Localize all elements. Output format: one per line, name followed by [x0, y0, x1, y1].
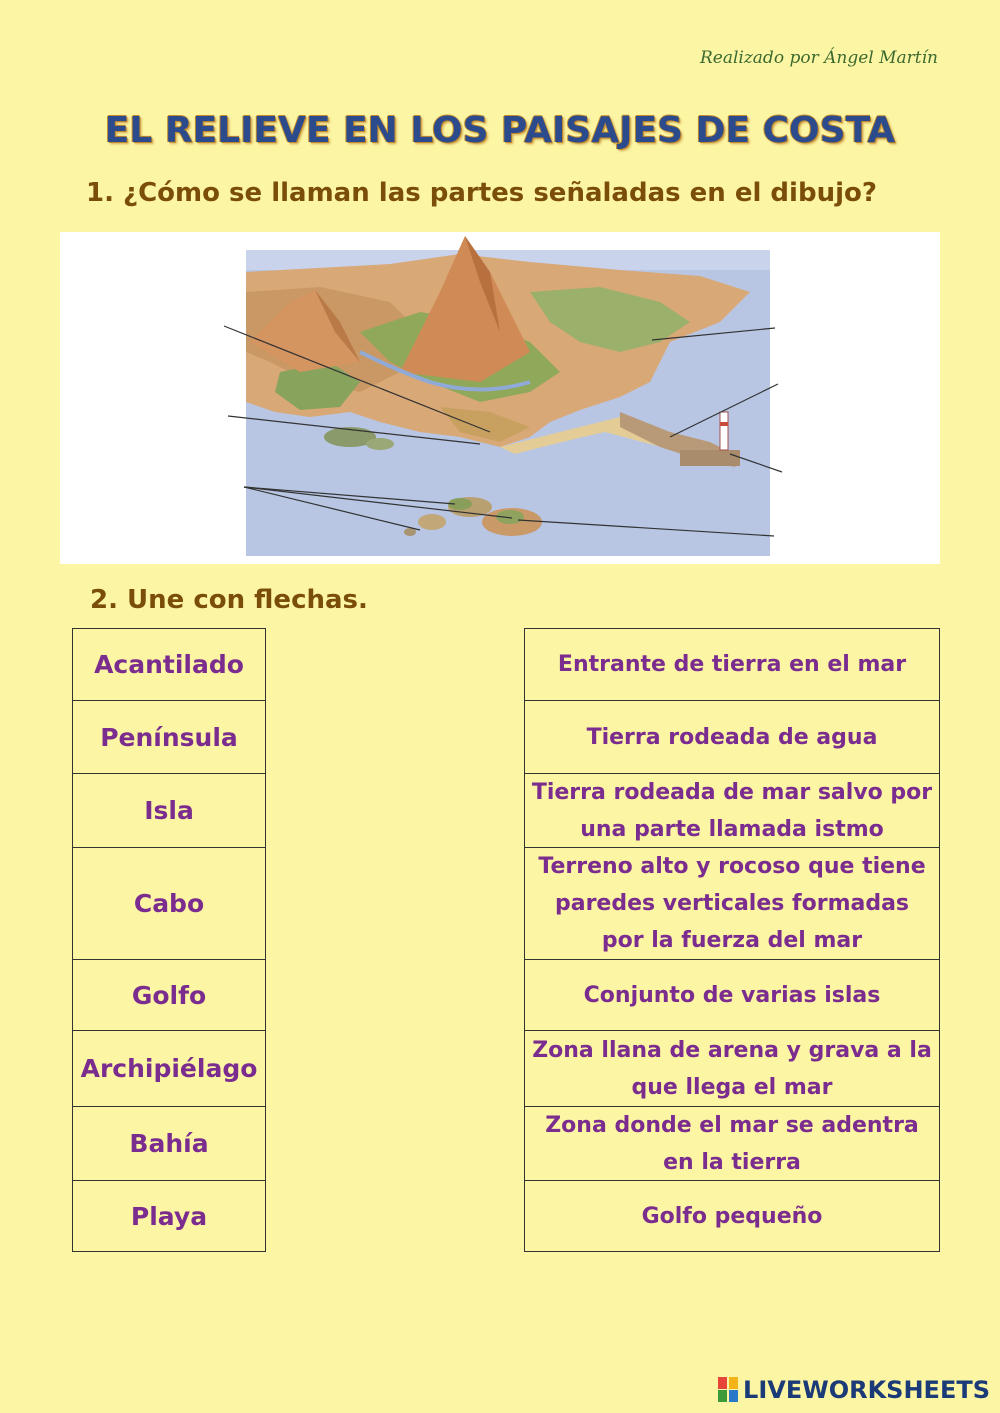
question-1: 1. ¿Cómo se llaman las partes señaladas en el dibujo? — [86, 178, 877, 208]
question-2: 2. Une con flechas. — [90, 585, 368, 615]
coast-illustration — [60, 232, 940, 564]
term-cell[interactable]: Isla — [73, 774, 265, 848]
term-cell[interactable]: Golfo — [73, 960, 265, 1031]
definition-cell[interactable]: Terreno alto y rocoso que tiene paredes verticales formadas por la fuerza del mar — [525, 848, 939, 960]
term-cell[interactable]: Cabo — [73, 848, 265, 960]
definition-cell[interactable]: Tierra rodeada de mar salvo por una parte llamada istmo — [525, 774, 939, 848]
terms-column — [72, 628, 266, 1252]
term-cell[interactable]: Acantilado — [73, 629, 265, 701]
definition-cell[interactable]: Tierra rodeada de agua — [525, 701, 939, 774]
liveworksheets-icon — [718, 1377, 740, 1403]
definitions-column — [524, 628, 940, 1252]
term-cell[interactable]: Bahía — [73, 1107, 265, 1181]
author-credit: Realizado por Ángel Martín — [699, 48, 938, 68]
definition-cell[interactable]: Zona llana de arena y grava a la que llega el mar — [525, 1031, 939, 1107]
term-cell[interactable]: Península — [73, 701, 265, 774]
logo-text: LIVEWORKSHEETS — [743, 1376, 990, 1404]
definition-cell[interactable]: Entrante de tierra en el mar — [525, 629, 939, 701]
term-cell[interactable]: Archipiélago — [73, 1031, 265, 1107]
definition-cell[interactable]: Zona donde el mar se adentra en la tierra — [525, 1107, 939, 1181]
definition-cell[interactable]: Conjunto de varias islas — [525, 960, 939, 1031]
term-cell[interactable]: Playa — [73, 1181, 265, 1252]
liveworksheets-logo — [718, 1376, 990, 1404]
page-title: EL RELIEVE EN LOS PAISAJES DE COSTA — [104, 110, 896, 151]
definition-cell[interactable]: Golfo pequeño — [525, 1181, 939, 1252]
